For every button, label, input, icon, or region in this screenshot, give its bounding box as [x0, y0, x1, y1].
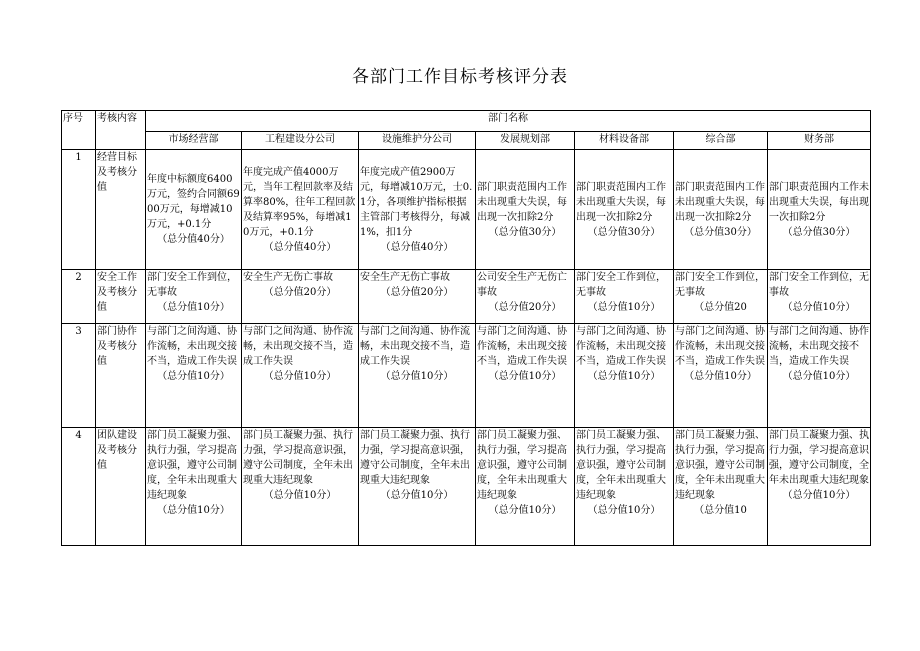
score-cell — [146, 270, 242, 324]
score-cell — [476, 270, 575, 324]
criteria-text: 与部门之间沟通、协作流畅，未出现交接不当，造成工作失误 — [675, 326, 765, 367]
score-text: （总分值30分） — [587, 226, 661, 238]
criteria-text: 与部门之间沟通、协作流畅，未出现交接不当，造成工作失误 — [769, 326, 869, 367]
criteria-text: 部门员工凝聚力强、执行力强，学习提高意识强，遵守公司制度，全年未出现重大违纪现象 — [675, 430, 765, 501]
score-cell — [359, 150, 476, 270]
criteria-text: 部门员工凝聚力强、执行力强，学习提高意识强，遵守公司制度，全年未出现重大违纪现象 — [147, 430, 237, 501]
score-text: （总分值10分） — [380, 490, 454, 501]
row-item: 部门协作及考核分值 — [96, 324, 146, 428]
score-cell — [359, 270, 476, 324]
score-text: （总分值20分） — [488, 302, 562, 313]
score-cell — [575, 428, 674, 546]
criteria-text: 与部门之间沟通、协作流畅，未出现交接不当，造成工作失误 — [360, 326, 470, 367]
dept-header: 市场经营部 — [146, 132, 242, 150]
row-item: 经营目标及考核分值 — [96, 150, 146, 270]
score-cell — [476, 150, 575, 270]
score-cell — [768, 324, 871, 428]
score-text: （总分值40分） — [380, 241, 454, 253]
row-item: 团队建设及考核分值 — [96, 428, 146, 546]
score-text: （总分值10分） — [782, 302, 856, 313]
score-text: （总分值20分） — [380, 287, 454, 298]
criteria-text: 部门职责范围内工作未出现重大失误，每出现一次扣除2分 — [675, 181, 765, 223]
row-seq: 1 — [62, 150, 96, 270]
criteria-text: 部门职责范围内工作未出现重大失误，每出现一次扣除2分 — [769, 181, 869, 223]
table-row — [62, 324, 871, 428]
score-cell — [575, 324, 674, 428]
criteria-text: 部门职责范围内工作未出现重大失误，每出现一次扣除2分 — [477, 181, 567, 223]
score-cell — [768, 150, 871, 270]
criteria-text: 安全生产无伤亡事故 — [243, 272, 333, 283]
criteria-text: 部门安全工作到位，无事故 — [576, 272, 666, 298]
dept-header: 材料设备部 — [575, 132, 674, 150]
score-cell — [674, 324, 768, 428]
criteria-text: 部门安全工作到位，无事故 — [147, 272, 237, 298]
score-cell — [242, 324, 359, 428]
score-cell — [674, 270, 768, 324]
score-text: （总分值10分） — [157, 371, 230, 382]
criteria-text: 与部门之间沟通、协作流畅，未出现交接不当，造成工作失误 — [576, 326, 666, 367]
criteria-text: 部门安全工作到位，无事故 — [675, 272, 765, 298]
criteria-text: 部门职责范围内工作未出现重大失误，每出现一次扣除2分 — [576, 181, 666, 223]
criteria-text: 年度完成产值4000万元，当年工程回款率及结算率80%，往年工程回款及结算率95%，每增减10万元，+0.1分 — [243, 166, 356, 238]
dept-header: 工程建设分公司 — [242, 132, 359, 150]
score-text: （总分值10分） — [157, 505, 230, 516]
table-row — [62, 150, 871, 270]
criteria-text: 年度完成产值2900万元，每增减10万元，士0.1分，各项维护指标根据主管部门考核得分，每减1%，扣1分 — [360, 166, 473, 238]
row-seq: 3 — [62, 324, 96, 428]
criteria-text: 部门员工凝聚力强、执行力强，学习提高意识强，遵守公司制度，全年未出现重大违纪现象 — [576, 430, 666, 501]
criteria-text: 部门员工凝聚力强、执行力强，学习提高意识强，遵守公司制度，全年未出现重大违纪现象 — [243, 430, 353, 486]
row-item: 安全工作及考核分值 — [96, 270, 146, 324]
score-text: （总分值10 — [694, 505, 747, 516]
score-text: （总分值20分） — [263, 287, 337, 298]
dept-header: 财务部 — [768, 132, 871, 150]
table-row — [62, 270, 871, 324]
criteria-text: 安全生产无伤亡事故 — [360, 272, 450, 283]
score-text: （总分值10分） — [587, 505, 661, 516]
score-text: （总分值10分） — [263, 371, 337, 382]
score-text: （总分值30分） — [782, 226, 856, 238]
dept-group-header: 部门名称 — [146, 111, 871, 132]
table-row — [62, 428, 871, 546]
score-text: （总分值10分） — [684, 371, 757, 382]
score-text: （总分值10分） — [380, 371, 454, 382]
score-cell — [575, 270, 674, 324]
score-cell — [146, 428, 242, 546]
score-text: （总分值10分） — [782, 371, 856, 382]
criteria-text: 公司安全生产无伤亡事故 — [477, 272, 567, 298]
score-cell — [359, 428, 476, 546]
seq-header: 序号 — [62, 111, 96, 150]
score-text: （总分值30分） — [684, 226, 757, 238]
criteria-text: 年度中标额度6400万元，签约合同额6900万元，每增减10万元，+0.1分 — [147, 174, 240, 230]
criteria-text: 与部门之间沟通、协作流畅，未出现交接不当，造成工作失误 — [147, 326, 237, 367]
score-text: （总分值10分） — [157, 302, 230, 313]
page-title: 各部门工作目标考核评分表 — [352, 67, 568, 87]
score-cell — [674, 428, 768, 546]
score-cell — [242, 428, 359, 546]
row-seq: 2 — [62, 270, 96, 324]
criteria-text: 与部门之间沟通、协作流畅，未出现交接不当，造成工作失误 — [477, 326, 567, 367]
score-text: （总分值10分） — [488, 371, 562, 382]
score-cell — [476, 428, 575, 546]
score-cell — [359, 324, 476, 428]
score-cell — [242, 150, 359, 270]
score-text: （总分值10分） — [587, 302, 661, 313]
dept-header: 发展规划部 — [476, 132, 575, 150]
item-header: 考核内容 — [96, 111, 146, 150]
dept-header: 设施维护分公司 — [359, 132, 476, 150]
score-cell — [768, 428, 871, 546]
score-text: （总分值40分） — [263, 241, 337, 253]
score-text: （总分值10分） — [263, 490, 337, 501]
assessment-table — [61, 110, 871, 546]
score-text: （总分值40分） — [157, 234, 230, 245]
score-text: （总分值10分） — [587, 371, 661, 382]
score-text: （总分值10分） — [782, 490, 856, 501]
score-cell — [146, 324, 242, 428]
score-cell — [476, 324, 575, 428]
score-cell — [242, 270, 359, 324]
criteria-text: 部门员工凝聚力强、执行力强，学习提高意识强，遵守公司制度，全年未出现重大违纪现象 — [360, 430, 470, 486]
score-cell — [146, 150, 242, 270]
criteria-text: 与部门之间沟通、协作流畅，未出现交接不当，造成工作失误 — [243, 326, 353, 367]
score-cell — [674, 150, 768, 270]
score-cell — [768, 270, 871, 324]
criteria-text: 部门安全工作到位，无事故 — [769, 272, 869, 298]
criteria-text: 部门员工凝聚力强、执行力强，学习提高意识强，遵守公司制度，全年未出现重大违纪现象 — [769, 430, 869, 486]
score-text: （总分值30分） — [488, 226, 562, 238]
criteria-text: 部门员工凝聚力强、执行力强，学习提高意识强，遵守公司制度，全年未出现重大违纪现象 — [477, 430, 567, 501]
score-text: （总分值10分） — [488, 505, 562, 516]
score-cell — [575, 150, 674, 270]
row-seq: 4 — [62, 428, 96, 546]
score-text: （总分值20 — [694, 302, 747, 313]
dept-header: 综合部 — [674, 132, 768, 150]
